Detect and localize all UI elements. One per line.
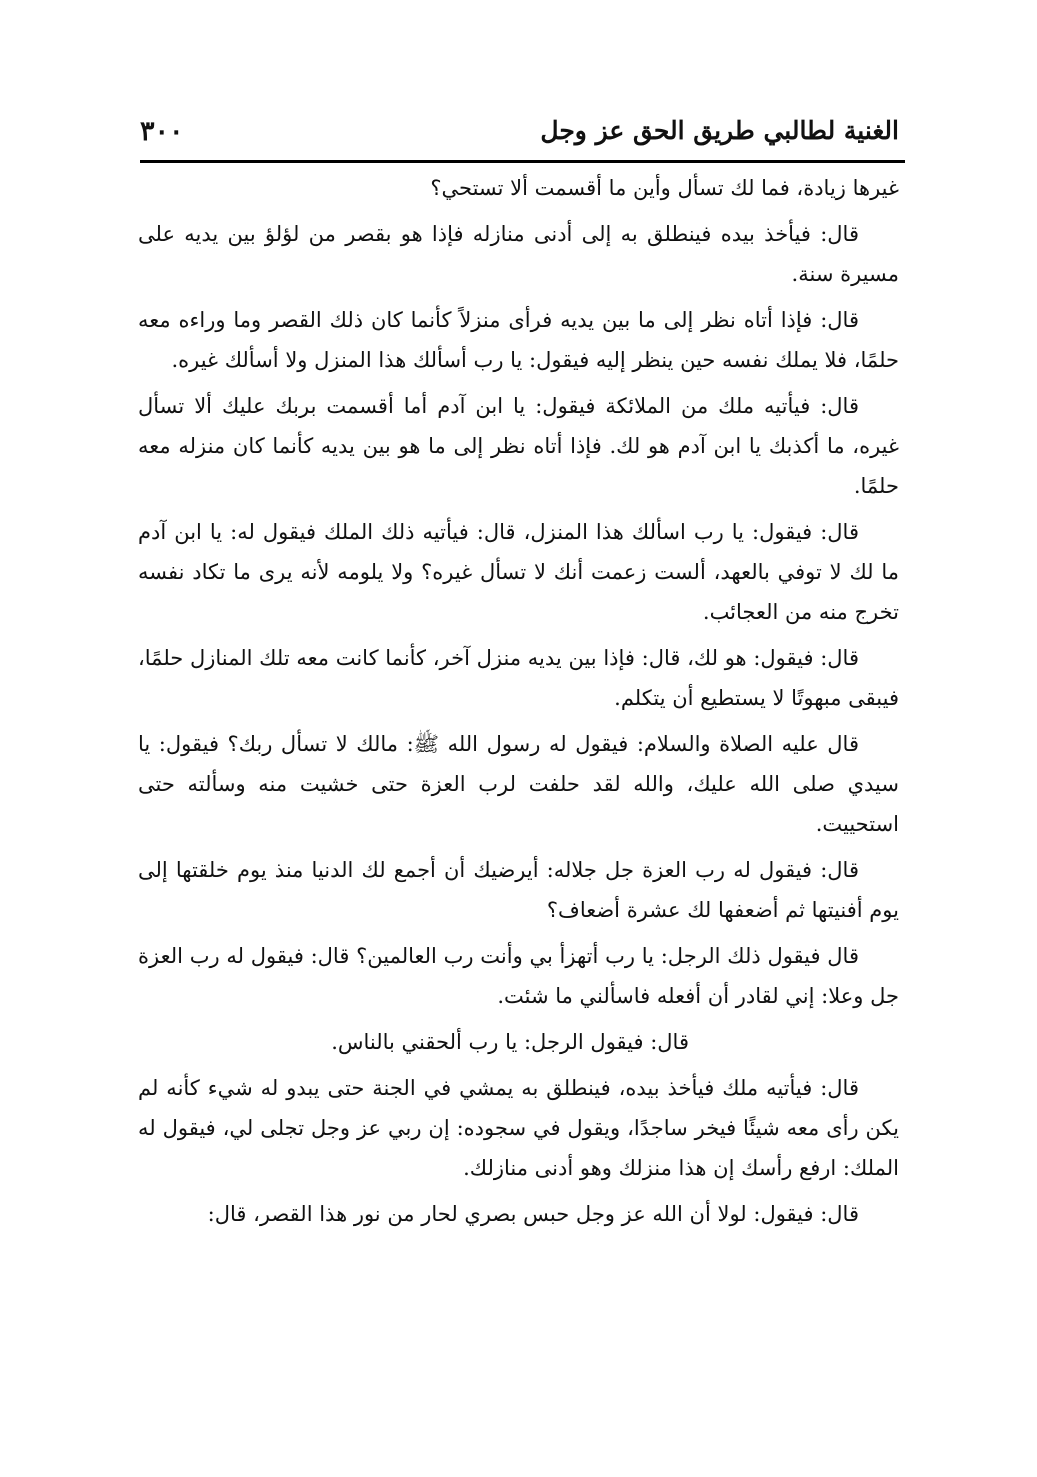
running-header xyxy=(140,112,899,158)
paragraph: قال عليه الصلاة والسلام: فيقول له رسول الله ﷺ: مالك لا تسأل ربك؟ فيقول: يا سيدي صلى الله عليك، والله لقد حلفت لرب العزة حتى خشيت منه وسألته حتى استحييت. xyxy=(138,732,899,836)
paragraph: قال: فيقول: هو لك، قال: فإذا بين يديه منزل آخر، كأنما كانت معه تلك المنازل حلمًا، فيبقى مبهوتًا لا يستطيع أن يتكلم. xyxy=(138,646,899,710)
paragraph: قال: فيقول الرجل: يا رب ألحقني بالناس. xyxy=(331,1030,689,1054)
paragraph: قال: فإذا أتاه نظر إلى ما بين يديه فرأى منزلاً كأنما كان ذلك القصر وما وراءه معه حلمًا، فلا يملك نفسه حين ينظر إليه فيقول: يا رب أسألك هذا المنزل ولا أسألك غيره. xyxy=(138,308,899,372)
paragraph: غيرها زيادة، فما لك تسأل وأين ما أقسمت ألا تستحي؟ xyxy=(430,176,899,200)
page-body xyxy=(138,168,899,1240)
paragraph: قال: فيقول له رب العزة جل جلاله: أيرضيك أن أجمع لك الدنيا منذ يوم خلقتها إلى يوم أفنيتها ثم أضعفها لك عشرة أضعاف؟ xyxy=(138,858,899,922)
header-divider xyxy=(140,160,905,163)
paragraph: قال: فيقول: لولا أن الله عز وجل حبس بصري لحار من نور هذا القصر، قال: xyxy=(207,1202,859,1226)
book-title: الغنية لطالبي طريق الحق عز وجل xyxy=(540,116,899,145)
paragraph: قال: فيأتيه ملك من الملائكة فيقول: يا ابن آدم أما أقسمت بربك عليك ألا تسأل غيره، ما أكذبك يا ابن آدم هو لك. فإذا أتاه نظر إلى ما هو بين يديه كأنما كان منزله معه حلمًا. xyxy=(138,394,899,498)
paragraph: قال: فيأخذ بيده فينطلق به إلى أدنى منازله فإذا هو بقصر من لؤلؤ بين يديه على مسيرة سنة. xyxy=(138,222,899,286)
paragraph: قال: فيقول: يا رب اسألك هذا المنزل، قال: فيأتيه ذلك الملك فيقول له: يا ابن آدم ما لك لا توفي بالعهد، ألست زعمت أنك لا تسأل غيره؟ ولا يلومه لأنه يرى ما تكاد نفسه تخرج منه من العجائب. xyxy=(138,520,899,624)
paragraph: قال فيقول ذلك الرجل: يا رب أتهزأ بي وأنت رب العالمين؟ قال: فيقول له رب العزة جل وعلا: إني لقادر أن أفعله فاسألني ما شئت. xyxy=(138,944,899,1008)
page-number: ٣٠٠ xyxy=(140,116,184,147)
paragraph: قال: فيأتيه ملك فيأخذ بيده، فينطلق به يمشي في الجنة حتى يبدو له شيء كأنه لم يكن رأى معه شيئًا فيخر ساجدًا، ويقول في سجوده: إن ربي عز وجل تجلى لي، فيقول له الملك: ارفع رأسك إن هذا منزلك وهو أدنى منازلك. xyxy=(138,1076,899,1180)
